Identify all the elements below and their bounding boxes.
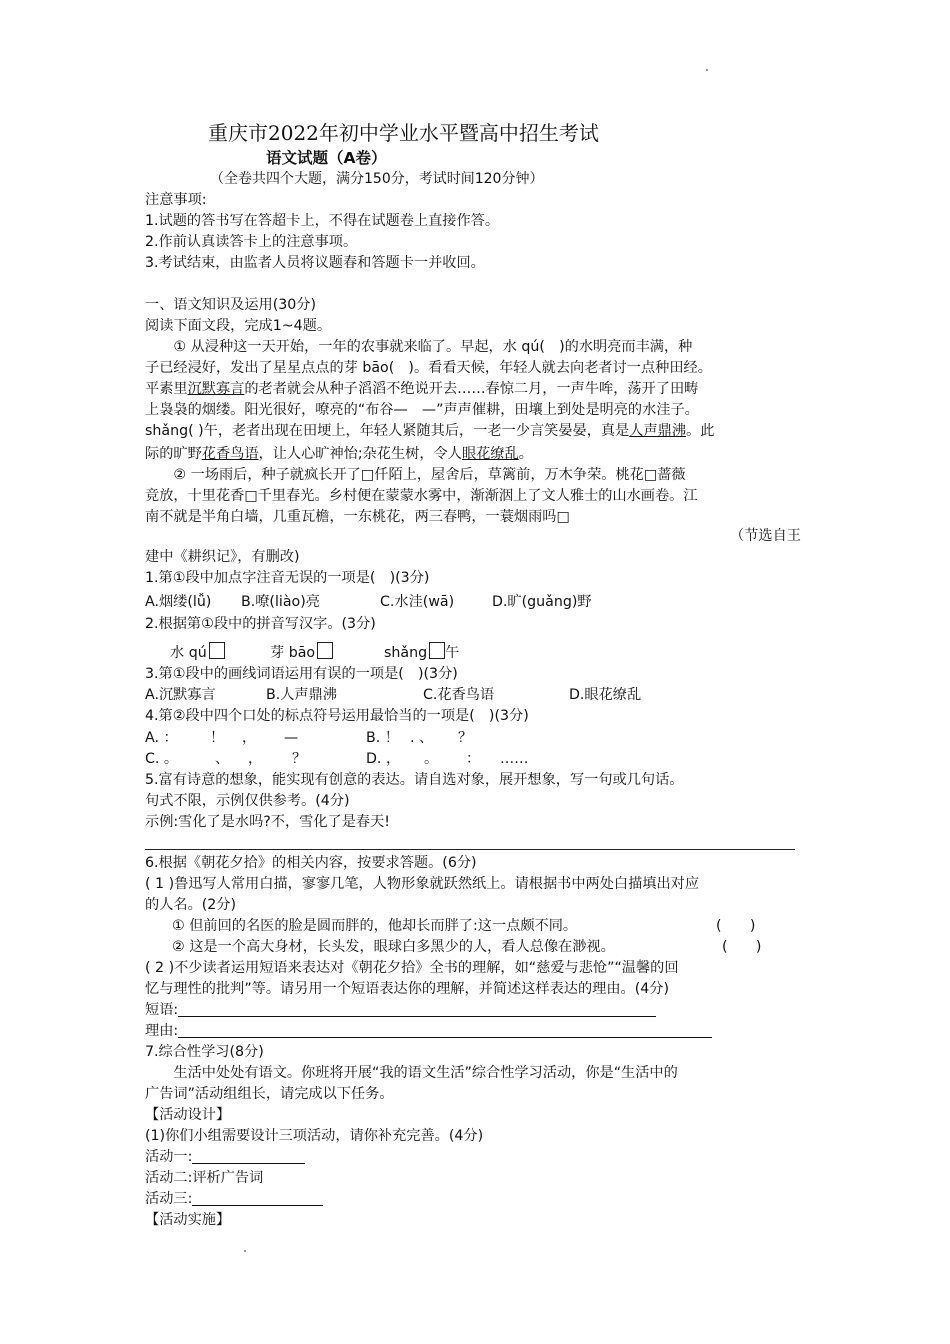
- q4-mark: ：: [466, 751, 481, 767]
- passage-text: 的老者就会从种子滔滔不绝说开去……春惊二月，一声牛哞，荡开了田畴: [244, 381, 699, 397]
- passage-line: 南不就是半角白墙，几重瓦檐，一东桃花，两三春鸭，一蓑烟雨吗□: [145, 509, 570, 525]
- passage-line: 子已经浸好，发出了星星点点的芽 bāo( )。看看天候，年轻人就去向老者讨一点种田经。: [145, 360, 712, 376]
- underlined-phrase: 眼花缭乱: [461, 446, 519, 462]
- q2-item: [270, 642, 333, 664]
- question-stem: 6.根据《朝花夕拾》的相关内容，按要求答题。(6分): [145, 855, 477, 871]
- activity-label: 活动三:: [145, 1191, 193, 1207]
- passage-source: 建中《耕织记》，有删改): [145, 549, 300, 565]
- q4-option: D. ，: [366, 751, 401, 767]
- q4-mark: ？: [292, 751, 307, 767]
- passage-text: 际的旷野: [145, 446, 202, 462]
- q4-option: C. 。: [145, 751, 179, 767]
- q2-pinyin: 水 qú: [170, 645, 207, 661]
- q6-item: ② 这是一个高大身材，长头发，眼球白多黑少的人，看人总像在渺视。: [172, 939, 615, 955]
- passage-text: 。: [518, 446, 533, 462]
- question-stem: 3.第①段中的画线词语运用有误的一项是( )(3分): [145, 666, 458, 682]
- question-line: 生活中处处有语文。你班将开展“我的语文生活”综合性学习活动，你是“生活中的: [145, 1065, 678, 1081]
- scan-dot: [706, 69, 708, 71]
- q2-item: [384, 642, 459, 664]
- notice-heading: 注意事项:: [145, 192, 207, 208]
- q2-tail: 午: [445, 645, 460, 661]
- passage-text: ，让人心旷神怡;杂花生树，令人: [258, 446, 462, 462]
- answer-box[interactable]: [429, 642, 445, 659]
- q6-item: ① 但前回的名医的脸是圆而胖的，他却长而胖了:这一点颇不同。: [172, 918, 578, 934]
- question-stem: 5.富有诗意的想象，能实现有创意的表达。请自选对象，展开想象，写一句或几句话。: [145, 772, 684, 788]
- phrase-blank[interactable]: [178, 1001, 656, 1017]
- notice-item: 1.试题的答书写在答超卡上，不得在试题卷上直接作答。: [145, 213, 500, 229]
- answer-paren[interactable]: ( ): [716, 918, 756, 934]
- q4-mark: —: [284, 730, 299, 746]
- exam-title: 重庆市2022年初中学业水平暨高中招生考试: [208, 121, 599, 145]
- q4-option: B. ！: [366, 730, 399, 746]
- activity-heading: 【活动实施】: [145, 1212, 231, 1228]
- question-line: 广告词”活动组组长，请完成以下任务。: [145, 1086, 394, 1102]
- section-instruction: 阅读下面文段，完成1~4题。: [145, 318, 332, 334]
- passage-line: 上袅袅的烟缕。阳光很好，嘹亮的“布谷— —”声声催耕，田壤上到处是明亮的水洼子。: [145, 402, 699, 418]
- q4-mark: ？: [458, 730, 473, 746]
- q2-pinyin: shǎng: [384, 645, 428, 661]
- q2-pinyin: 芽 bāo: [270, 645, 316, 661]
- activity-one: [145, 1147, 305, 1168]
- activity-two: 活动二:评析广告词: [145, 1170, 264, 1186]
- q5-example: 示例:雪化了是水吗?不，雪化了是春天!: [145, 814, 390, 830]
- q2-item: [170, 642, 225, 664]
- passage-text: 平素里: [145, 381, 188, 397]
- passage-source: （节选自王: [730, 528, 801, 544]
- question-stem: 2.根据第①段中的拼音写汉字。(3分): [145, 616, 376, 632]
- passage-text: shǎng( )午，老者出现在田埂上，年轻人紧随其后，一老一少言笑晏晏，真是: [145, 423, 630, 439]
- passage-line: ② 一场雨后，种子就疯长开了□仟陌上，屋舍后，草篱前，万木争荣。桃花□蔷薇: [145, 467, 686, 483]
- reason-label: 理由:: [145, 1023, 179, 1039]
- phrase-label: 短语:: [145, 1002, 179, 1018]
- answer-line[interactable]: [145, 849, 795, 850]
- answer-paren[interactable]: ( ): [722, 939, 762, 955]
- question-line: ( 1 )鲁迅写人常用白描，寥寥几笔，人物形象就跃然纸上。请根据书中两处白描填出对应: [145, 876, 700, 892]
- activity-three: [145, 1189, 323, 1210]
- passage-line: [145, 444, 533, 465]
- q4-mark: ，: [242, 730, 257, 746]
- q4-mark: ！: [210, 730, 225, 746]
- question-line: 句式不限，示例仅供参考。(4分): [145, 793, 350, 809]
- q3-option: A.沉默寡言: [145, 687, 216, 703]
- passage-line: [145, 379, 698, 400]
- activity-blank[interactable]: [192, 1190, 323, 1206]
- q1-option: D.旷(guǎng)野: [492, 594, 592, 610]
- exam-info: （全卷共四个大题，满分150分，考试时间120分钟）: [210, 171, 544, 187]
- q4-mark: ，: [248, 751, 263, 767]
- q4-mark: 、: [215, 751, 230, 767]
- notice-item: 3.考试结束，由监者人员将议题春和答题卡一并收回。: [145, 255, 485, 271]
- activity-blank[interactable]: [192, 1148, 305, 1164]
- q4-mark: 。: [424, 751, 439, 767]
- passage-text: 。此: [686, 423, 715, 439]
- q4-mark: ……: [500, 751, 529, 767]
- q3-option: C.花香鸟语: [423, 687, 495, 703]
- question-line: 忆与理性的批判”等。请另用一个短语表达你的理解，并简述这样表达的理由。(4分): [145, 981, 670, 997]
- notice-item: 2.作前认真读答卡上的注意事项。: [145, 234, 358, 250]
- reason-answer: [145, 1021, 712, 1042]
- underlined-phrase: 人声鼎沸: [629, 423, 687, 439]
- passage-line: [145, 421, 714, 442]
- activity-heading: 【活动设计】: [145, 1107, 231, 1123]
- exam-subtitle: 语文试题（A卷）: [266, 149, 387, 167]
- question-stem: 4.第②段中四个口处的标点符号运用最恰当的一项是( )(3分): [145, 708, 529, 724]
- section-heading: 一、语文知识及运用(30分): [145, 297, 316, 313]
- underlined-phrase: 沉默寡言: [187, 381, 245, 397]
- scan-dot: [244, 1250, 246, 1252]
- q4-option: A. ：: [145, 730, 178, 746]
- answer-box[interactable]: [317, 642, 333, 659]
- question-stem: 1.第①段中加点字注音无误的一项是( )(3分): [145, 570, 430, 586]
- question-line: ( 2 )不少读者运用短语来表达对《朝花夕拾》全书的理解，如“慈爱与悲怆”“温馨的回: [145, 960, 679, 976]
- answer-box[interactable]: [209, 642, 225, 659]
- q3-option: D.眼花缭乱: [569, 687, 642, 703]
- phrase-answer: [145, 1000, 656, 1021]
- q3-option: B.人声鼎沸: [266, 687, 337, 703]
- q1-option: B.嘹(liào)亮: [241, 594, 320, 610]
- q1-option: C.水洼(wā): [380, 594, 455, 610]
- q4-mark: . 、: [410, 730, 434, 746]
- passage-line: ① 从浸种这一天开始，一年的农事就来临了。早起，水 qú( )的水明亮而丰满，种: [145, 339, 693, 355]
- underlined-phrase: 花香鸟语: [201, 446, 259, 462]
- question-line: (1)你们小组需要设计三项活动，请你补充完善。(4分): [145, 1128, 484, 1144]
- q1-option: A.烟缕(lǚ): [145, 594, 212, 610]
- reason-blank[interactable]: [178, 1022, 712, 1038]
- question-stem: 7.综合性学习(8分): [145, 1044, 264, 1060]
- activity-label: 活动一:: [145, 1149, 193, 1165]
- passage-line: 竞放，十里花香□千里春光。乡村便在蒙蒙水雾中，渐渐洇上了文人雅士的山水画卷。江: [145, 488, 698, 504]
- question-line: 的人名。(2分): [145, 897, 237, 913]
